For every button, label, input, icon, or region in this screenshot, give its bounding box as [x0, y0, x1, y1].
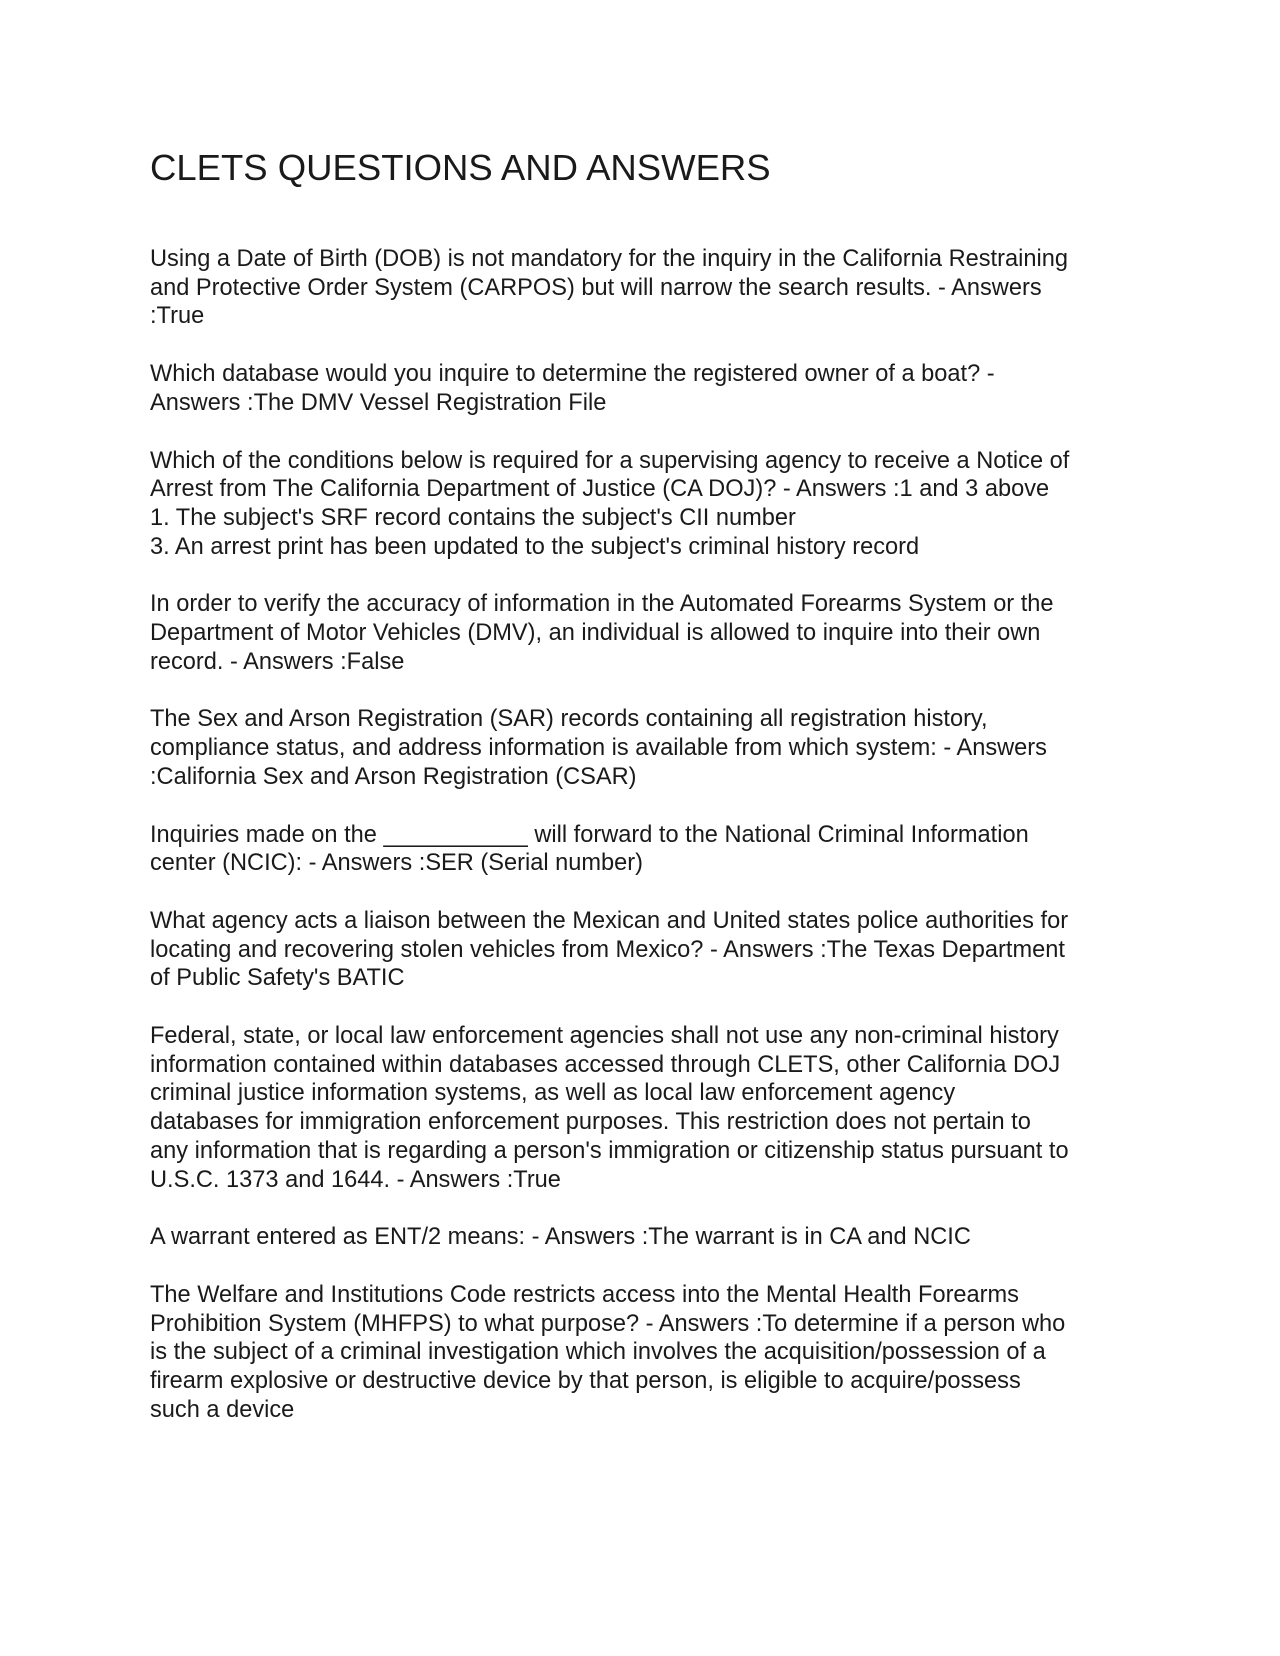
- qa-item: Federal, state, or local law enforcement agencies shall not use any non-criminal history information contained within databases accessed through CLETS, other California DOJ criminal justice information systems, as well as local law enforcement agency databases for immigration enforcement purposes. This restriction does not pertain to any information that is regarding a person's immigration or citizenship status pursuant to U.S.C. 1373 and 1644. - Answers :True: [150, 1023, 1069, 1193]
- qa-item: Using a Date of Birth (DOB) is not mandatory for the inquiry in the California Restraining and Protective Order System (CARPOS) but will narrow the search results. - Answers :True: [150, 246, 1068, 330]
- qa-item: In order to verify the accuracy of information in the Automated Forearms System or the Department of Motor Vehicles (DMV), an individual is allowed to inquire into their own record. - Answers :False: [150, 591, 1054, 675]
- qa-item: The Welfare and Institutions Code restricts access into the Mental Health Forearms Prohibition System (MHFPS) to what purpose? - Answers :To determine if a person who is the subject of a criminal investigation which involves the acquisition/possession of a firearm explosive or destructive device by that person, is eligible to acquire/possess such a device: [150, 1281, 1066, 1423]
- qa-item: Which of the conditions below is required for a supervising agency to receive a Notice of Arrest from The California Department of Justice (CA DOJ)? - Answers :1 and 3 above 1. The subject's SRF record contains the subject's CII number 3. An arrest print has been updated to the subject's criminal history record: [150, 447, 1070, 560]
- qa-list: [150, 245, 1140, 1454]
- qa-item: What agency acts a liaison between the Mexican and United states police authorities for locating and recovering stolen vehicles from Mexico? - Answers :The Texas Department of Public Safety's BATIC: [150, 907, 1069, 992]
- qa-item: The Sex and Arson Registration (SAR) records containing all registration history, compliance status, and address information is available from which system: - Answers :California Sex and Arson Registration (CSAR): [150, 706, 1047, 790]
- qa-item: A warrant entered as ENT/2 means: - Answers :The warrant is in CA and NCIC: [150, 1224, 971, 1251]
- qa-item: Inquiries made on the ___________ will forward to the National Criminal Information center (NCIC): - Answers :SER (Serial number): [150, 821, 1029, 877]
- document-title: CLETS QUESTIONS AND ANSWERS: [150, 147, 771, 188]
- qa-item: Which database would you inquire to determine the registered owner of a boat? - Answers :The DMV Vessel Registration File: [150, 361, 995, 416]
